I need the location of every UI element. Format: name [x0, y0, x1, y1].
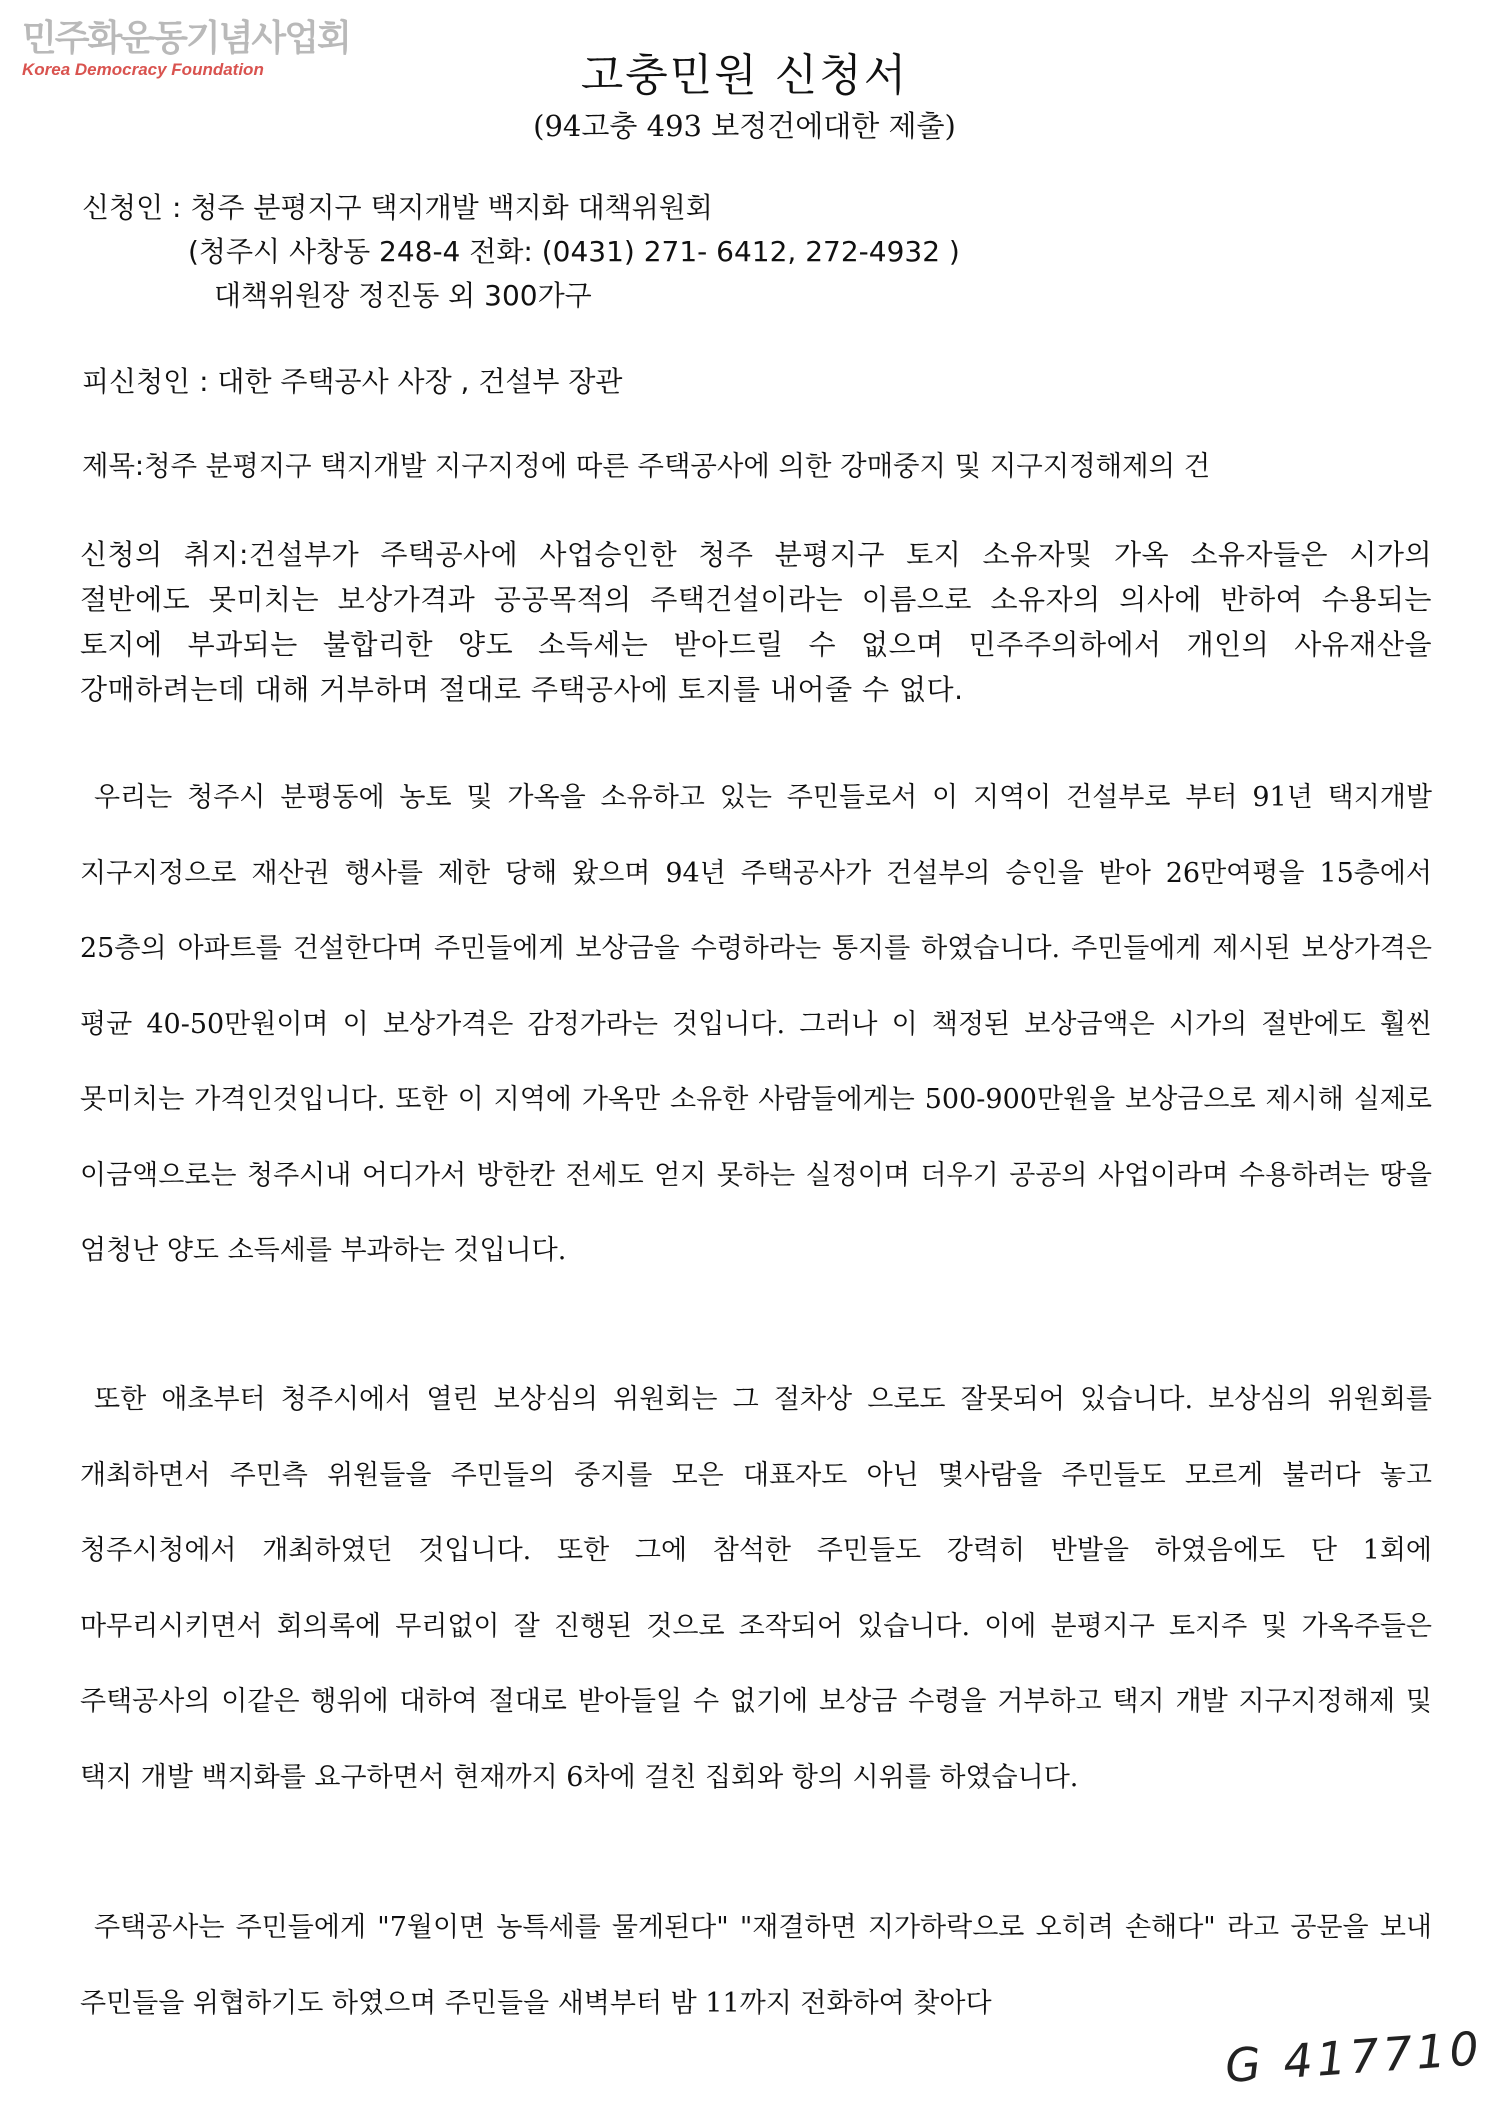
purpose-paragraph: 신청의 취지:건설부가 주택공사에 사업승인한 청주 분평지구 토지 소유자및 가옥 소유자들은 시가의 절반에도 못미치는 보상가격과 공공목적의 주택건설이라는 이름으로 소유자의 의사에 반하여 수용되는 토지에 부과되는 불합리한 양도 소득세는 받아드릴 수 없으며 민주주의하에서 개인의 사유재산을 강매하려는데 대해 거부하며 절대로 주택공사에 토지를 내어줄 수 없다.: [80, 538, 1432, 706]
respondent-line: 피신청인 : 대한 주택공사 사장 , 건설부 장관: [82, 365, 623, 398]
watermark-english: Korea Democracy Foundation: [22, 60, 264, 79]
handwritten-document-number: G 417710: [1223, 2021, 1485, 2093]
subject-line: 제목:청주 분평지구 택지개발 지구지정에 따른 주택공사에 의한 강매중지 및 지구지정해제의 건: [82, 451, 1211, 482]
body-paragraph-2: 또한 애초부터 청주시에서 열린 보상심의 위원회는 그 절차상 으로도 잘못되어 있습니다. 보상심의 위원회를 개최하면서 주민측 위원들을 주민들의 중지를 모은 대표자도 아닌 몇사람을 주민들도 모르게 불러다 놓고 청주시청에서 개최하였던 것입니다. 또한 그에 참석한 주민들도 강력히 반발을 하였음에도 단 1회에 마무리시키면서 회의록에 무리없이 잘 진행된 것으로 조작되어 있습니다. 이에 분평지구 토지주 및 가옥주들은 주택공사의 이같은 행위에 대하여 절대로 받아들일 수 없기에 보상금 수령을 거부하고 택지 개발 지구지정해제 및 택지 개발 백지화를 요구하면서 현재까지 6차에 걸친 집회와 항의 시위를 하였습니다.: [80, 1384, 1432, 1793]
watermark-korean: 민주화운동기념사업회: [22, 18, 350, 59]
body-paragraph-1: 우리는 청주시 분평동에 농토 및 가옥을 소유하고 있는 주민들로서 이 지역이 건설부로 부터 91년 택지개발 지구지정으로 재산권 행사를 제한 당해 왔으며 94년 주택공사가 건설부의 승인을 받아 26만여평을 15층에서 25층의 아파트를 건설한다며 주민들에게 보상금을 수령하라는 통지를 하였습니다. 주민들에게 제시된 보상가격은 평균 40-50만원이며 이 보상가격은 감정가라는 것입니다. 그러나 이 책정된 보상금액은 시가의 절반에도 훨씬 못미치는 가격인것입니다. 또한 이 지역에 가옥만 소유한 사람들에게는 500-900만원을 보상금으로 제시해 실제로 이금액으로는 청주시내 어디가서 방한칸 전세도 얻지 못하는 실정이며 더우기 공공의 사업이라며 수용하려는 땅을 엄청난 양도 소득세를 부과하는 것입니다.: [80, 782, 1432, 1266]
body-paragraph-3: 주택공사는 주민들에게 "7월이면 농특세를 물게된다" "재결하면 지가하락으로 오히려 손해다" 라고 공문을 보내 주민들을 위협하기도 하였으며 주민들을 새벽부터 밤 11까지 전화하여 찾아다: [80, 1912, 1432, 2019]
applicant-line: 신청인 : 청주 분평지구 택지개발 백지화 대책위원회: [82, 191, 713, 224]
document-title: 고충민원 신청서: [580, 50, 909, 101]
applicant-address: (청주시 사창동 248-4 전화: (0431) 271- 6412, 272-4932 ): [188, 235, 960, 268]
document-subtitle: (94고충 493 보정건에대한 제출): [533, 109, 956, 143]
applicant-representative: 대책위원장 정진동 외 300가구: [214, 279, 592, 312]
